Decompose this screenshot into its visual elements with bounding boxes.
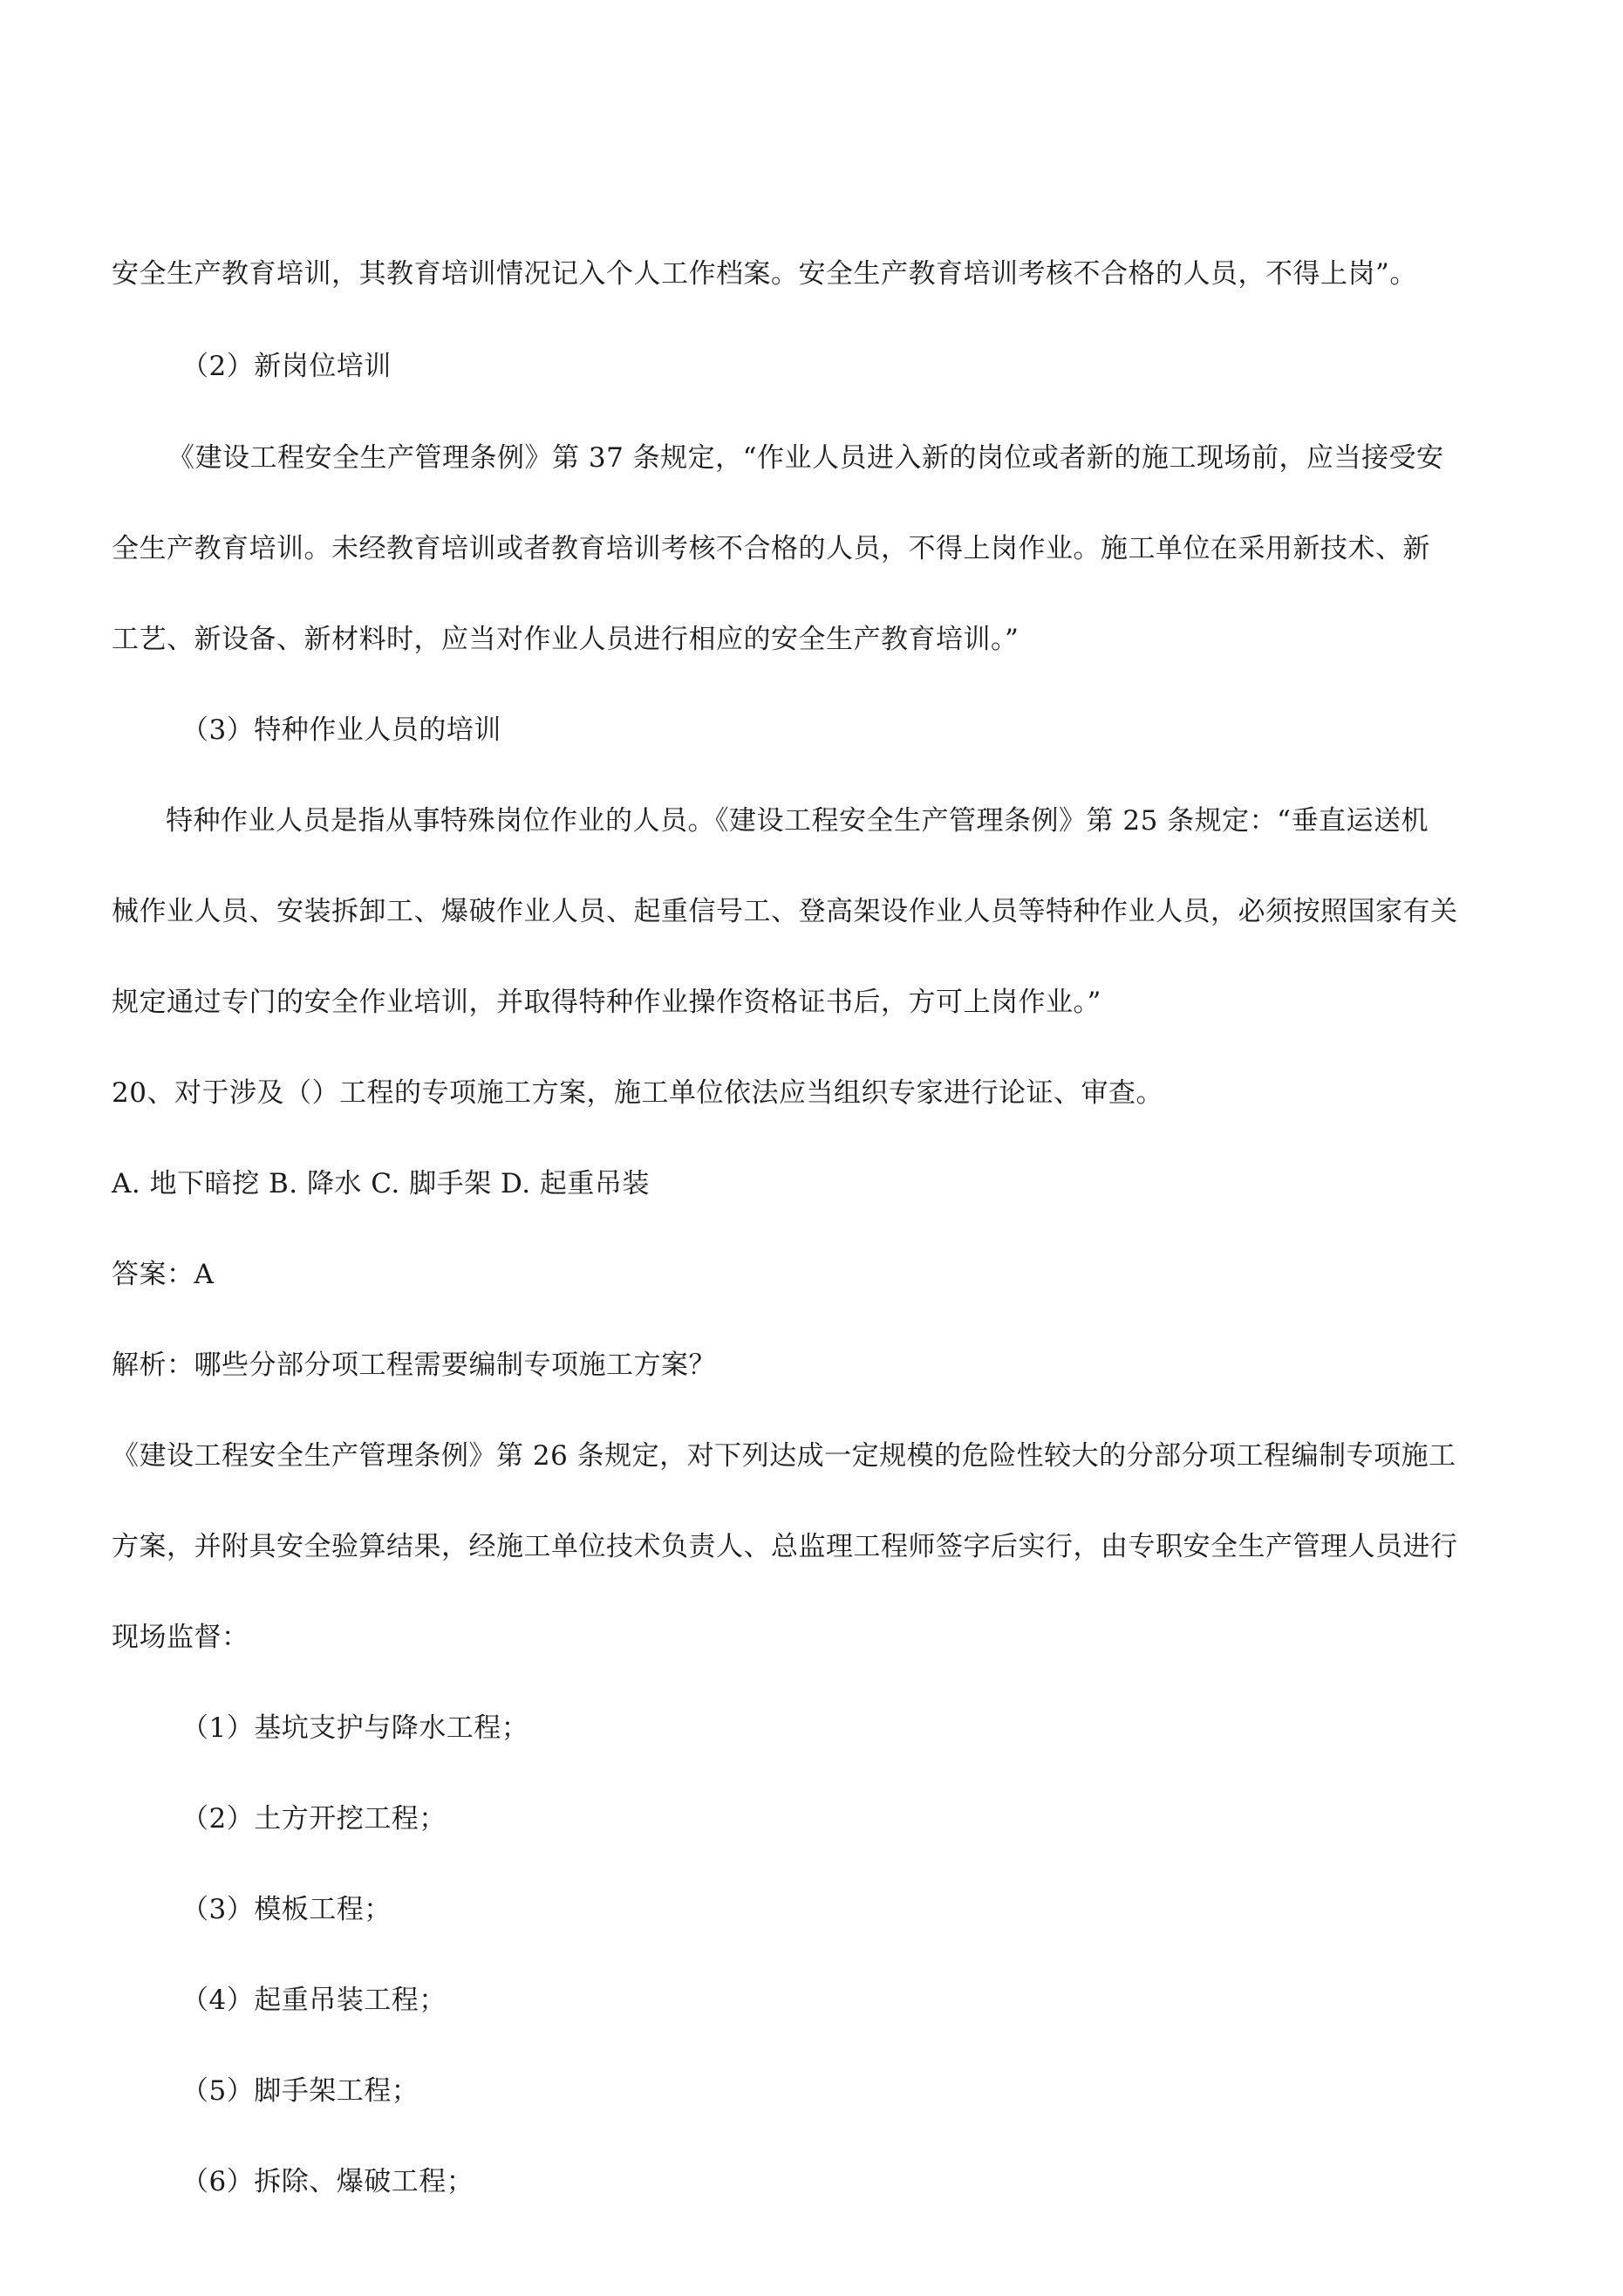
section-heading: （3）特种作业人员的培训 xyxy=(181,714,501,746)
paragraph-line: 械作业人员、安装拆卸工、爆破作业人员、起重信号工、登高架设作业人员等特种作业人员，必须按照国家有关 xyxy=(112,896,1458,927)
list-item: （1）基坑支护与降水工程； xyxy=(181,1712,529,1744)
analysis-line: 解析：哪些分部分项工程需要编制专项施工方案？ xyxy=(112,1350,716,1381)
paragraph-line: 《建设工程安全生产管理条例》第 26 条规定，对下列达成一定规模的危险性较大的分部分项工程编制专项施工 xyxy=(112,1440,1456,1472)
question-options: A. 地下暗挖 B. 降水 C. 脚手架 D. 起重吊装 xyxy=(112,1168,650,1199)
list-item: （6）拆除、爆破工程； xyxy=(181,2166,474,2197)
paragraph-line: 全生产教育培训。未经教育培训或者教育培训考核不合格的人员，不得上岗作业。施工单位在采用新技术、新 xyxy=(112,533,1430,564)
paragraph-line: 特种作业人员是指从事特殊岗位作业的人员。《建设工程安全生产管理条例》第 25 条规定：“垂直运送机 xyxy=(166,805,1429,837)
answer-line: 答案：A xyxy=(112,1259,215,1290)
list-item: （2）土方开挖工程； xyxy=(181,1803,447,1835)
paragraph-line: 《建设工程安全生产管理条例》第 37 条规定，“作业人员进入新的岗位或者新的施工现场前，应当接受安 xyxy=(167,442,1444,474)
list-item: （3）模板工程； xyxy=(181,1894,392,1925)
question-text: 20、对于涉及（）工程的专项施工方案，施工单位依法应当组织专家进行论证、审查。 xyxy=(112,1077,1163,1109)
paragraph-line: 安全生产教育培训，其教育培训情况记入个人工作档案。安全生产教育培训考核不合格的人员，不得上岗”。 xyxy=(112,258,1417,290)
paragraph-line: 规定通过专门的安全作业培训，并取得特种作业操作资格证书后，方可上岗作业。” xyxy=(112,987,1101,1018)
list-item: （4）起重吊装工程； xyxy=(181,1985,447,2016)
paragraph-line: 方案，并附具安全验算结果，经施工单位技术负责人、总监理工程师签字后实行，由专职安全生产管理人员进行 xyxy=(112,1531,1458,1562)
paragraph-line: 工艺、新设备、新材料时，应当对作业人员进行相应的安全生产教育培训。” xyxy=(112,624,1019,655)
paragraph-line: 现场监督： xyxy=(112,1622,249,1653)
section-heading: （2）新岗位培训 xyxy=(181,351,392,382)
list-item: （5）脚手架工程； xyxy=(181,2075,419,2107)
